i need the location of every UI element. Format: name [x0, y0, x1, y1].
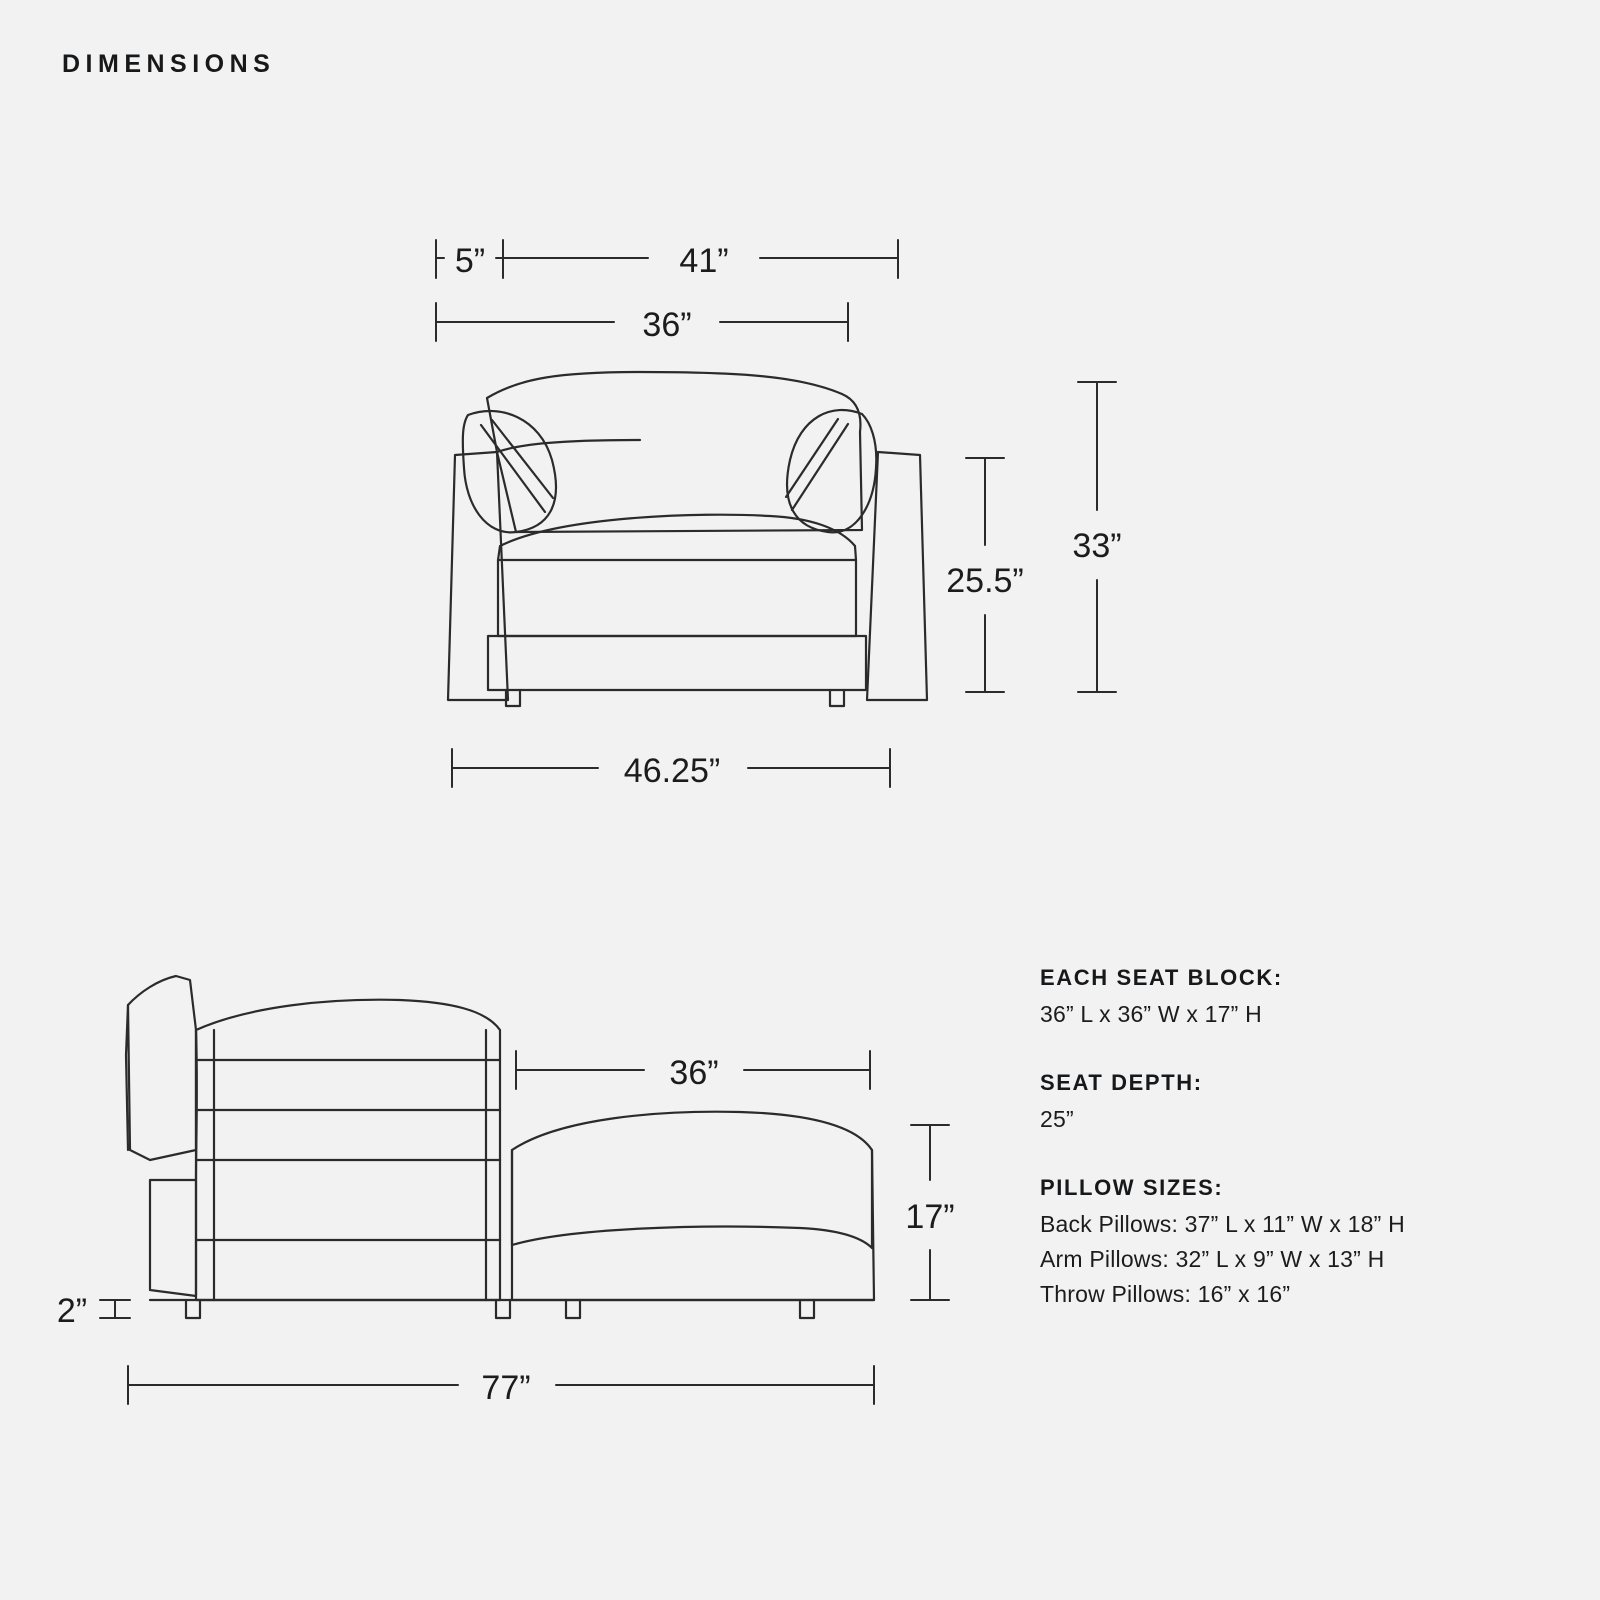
spec-line-back-pillows: Back Pillows: 37” L x 11” W x 18” H	[1040, 1211, 1405, 1237]
spec-list	[1040, 965, 1560, 1316]
spec-heading-pillow-sizes: PILLOW SIZES:	[1040, 1175, 1224, 1200]
label-seat-block-length: 36”	[669, 1054, 719, 1092]
side-dimension-lines	[100, 1051, 949, 1404]
label-seat-width: 36”	[642, 306, 692, 344]
spec-line-arm-pillows: Arm Pillows: 32” L x 9” W x 13” H	[1040, 1246, 1385, 1272]
spec-heading-seat-block: EACH SEAT BLOCK:	[1040, 965, 1283, 990]
label-overall-width: 46.25”	[623, 752, 721, 790]
front-dimension-lines	[436, 240, 1116, 787]
page-title: DIMENSIONS	[62, 50, 276, 78]
spec-seat-block	[1040, 965, 1560, 1028]
spec-line-throw-pillows: Throw Pillows: 16” x 16”	[1040, 1281, 1291, 1307]
spec-line-seat-depth-1: 25”	[1040, 1106, 1074, 1132]
label-inner-width: 41”	[679, 242, 729, 280]
label-seat-back-height: 25.5”	[946, 562, 1024, 600]
label-leg-height: 2”	[56, 1292, 88, 1330]
label-overall-height: 33”	[1072, 527, 1122, 565]
label-seat-height: 17”	[905, 1198, 955, 1236]
spec-pillow-sizes	[1040, 1175, 1560, 1308]
side-view-chair	[126, 976, 874, 1318]
spec-heading-seat-depth: SEAT DEPTH:	[1040, 1070, 1203, 1095]
label-arm-width: 5”	[454, 242, 486, 280]
spec-line-seat-block-1: 36” L x 36” W x 17” H	[1040, 1001, 1262, 1027]
spec-seat-depth	[1040, 1070, 1560, 1133]
front-view-chair	[448, 372, 927, 706]
label-overall-length: 77”	[481, 1369, 531, 1407]
